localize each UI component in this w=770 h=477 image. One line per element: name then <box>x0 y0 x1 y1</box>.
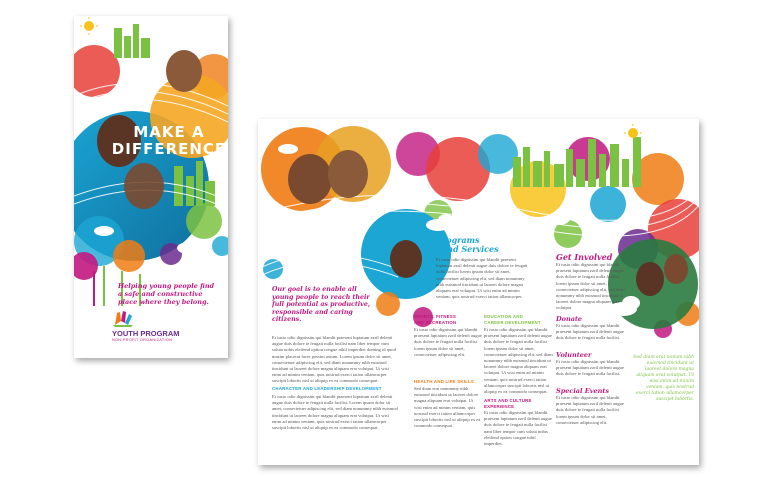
intro-paragraph: Et iusto odio dignissim qui blandit praesent luptatum zzril delenit augue duis dolore te feugait nulla facilisi nam liber tempor cum soluta nobis eleifend option congue nihil imperdiet doming id quod mazim placerat facer possim assum. Lorem ipsum dolor sit amet, consectetuer adipiscing elit, sed diam nonummy nibh euismod tincidunt ut laoreet dolore magna aliquam erat volutpat. Ut wisi enim ad minim veniam, quis nostrud exerci tation ullamcorper suscipit lobortis nisl ut aliquip ex ea commodo consequat. <box>272 335 396 384</box>
arts-heading-line-2: EXPERIENCE <box>484 404 515 409</box>
arts-paragraph: Et iusto odio dignissim qui blandit praesent luptatum zzril delenit augue duis dolore te feugait nulla facilisi nam liber tempor cum soluta nobis eleifend option congue nihil imperdiet. <box>484 410 552 447</box>
org-subtitle: NON-PROFIT ORGANIZATION <box>112 338 173 342</box>
programs-title-line-1: Programs <box>436 235 480 245</box>
cld-paragraph: Et iusto odio dignissim qui blandit praesent luptatum zzril delenit augue duis dolore te feugait nulla facilisi. Lorem ipsum dolor sit amet, consectetuer adipiscing elit, sed diam nonummy nibh euismod tincidunt ut laoreet dolore magna aliquam erat volutpat. Ut wisi enim ad minim veniam, quis nostrud exerci tation ullamcorper suscipit lobortis nisl ut aliquip ex ea commodo consequat. <box>272 394 398 431</box>
programs-title <box>436 236 499 254</box>
volunteer-paragraph: Et iusto odio dignissim qui blandit praesent luptatum zzril delenit augue duis dolore te feugait nulla facilisi. <box>556 359 624 377</box>
arts-heading <box>484 398 554 410</box>
education-paragraph: Et iusto odio dignissim qui blandit praesent luptatum zzril delenit augue duis dolore te feugait nulla facilisi lorem ipsum dolor sit amet, consectetuer adipiscing elit, sed diam nonummy nibh euismod tincidunt ut laoreet dolore magna aliquam erat volutpat. Ut wisi enim ad minim veniam, quis nostrud exerci tation ullamcorper suscipit lobortis nisl ut aliquip ex ea commodo consequat. <box>484 327 553 395</box>
org-name: YOUTH PROGRAM <box>112 329 180 338</box>
cover-headline <box>110 124 228 158</box>
cover-tagline: Helping young people find a safe and constructive place where they belong. <box>118 282 215 306</box>
sun-icon <box>80 17 98 35</box>
sports-paragraph: Et iusto odio dignissim qui blandit praesent luptatum zzril delenit augue duis dolore te feugait nulla facilisi lorem ipsum dolor sit amet, consectetuer adipiscing elit. <box>414 327 482 357</box>
front-cover-panel <box>74 16 228 358</box>
education-heading-line-2: CAREER DEVELOPMENT <box>484 320 541 325</box>
cover-artwork <box>74 16 228 358</box>
headline-line-1: MAKE A <box>133 123 205 141</box>
events-title: Special Events <box>556 387 609 395</box>
donate-paragraph: Et iusto odio dignissim qui blandit praesent luptatum zzril delenit augue duis dolore te feugait nulla facilisi. <box>556 323 624 341</box>
hands-logo-icon <box>112 309 134 327</box>
get-involved-title: Get Involved <box>556 252 613 262</box>
get-involved-paragraph: Et iusto odio dignissim qui blandit praesent luptatum zzril delenit augue duis dolore te feugait nulla facilisi lorem ipsum dolor sit amet, consectetuer adipiscing elit, sed diam nonummy nibh euismod tincidunt ut laoreet dolore magna aliquam erat volutpat. <box>556 262 625 311</box>
headline-line-2: DIFFERENCE <box>111 140 227 158</box>
sports-heading-line-1: SPORTS, FITNESS <box>414 314 457 319</box>
donate-title: Donate <box>556 315 583 323</box>
volunteer-title: Volunteer <box>556 351 592 359</box>
sidebar-quote: Sed diam erat nonum nibh euismod tincidunt ut laoreet dolore magna aliquam erat volutpat. Ut wisi enim ad minim veniam, quis nostrud exerci tation ullamcorper suscipit lobortis. <box>633 355 694 402</box>
cld-heading: CHARACTER AND LEADERSHIP DEVELOPMENT <box>272 386 382 391</box>
arts-heading-line-1: ARTS AND CULTURE <box>484 398 532 403</box>
inside-spread <box>258 119 699 465</box>
events-paragraph: Et iusto odio dignissim qui blandit praesent luptatum zzril delenit augue duis dolore te feugait nulla facilisi lorem ipsum dolor sit amet, consectetuer adipiscing elit. <box>556 395 624 425</box>
education-heading <box>484 314 554 326</box>
programs-title-line-2: and Services <box>442 244 499 254</box>
goal-statement: Our goal is to enable all young people to reach their full potential as productive, responsible and caring citizens. <box>272 286 371 324</box>
education-heading-line-1: EDUCATION AND <box>484 314 523 319</box>
sports-heading-line-2: AND RECREATION <box>414 320 457 325</box>
programs-paragraph: Et iusto odio dignissim qui blandit praesent luptatum zzril delenit augue duis dolore te feugait nulla facilisi lorem ipsum dolor sit amet, consectetuer adipiscing elit, sed diam nonummy nibh euismod tincidunt ut laoreet dolore magna aliquam erat volutpat. Ut wisi enim ad minim veniam, quis nostrud exerci tation ullamcorper. <box>436 257 528 300</box>
sports-heading <box>414 314 484 326</box>
health-paragraph: Sed diam erat nonummy nibh euismod tincidunt ut laoreet dolore magna aliquam erat volutpat. Ut wisi enim ad minim veniam, quis nostrud exerci tation ullamcorper suscipit lobortis nisl ut aliquip ex ea commodo consequat. <box>414 386 481 429</box>
health-heading: HEALTH AND LIFE SKILLS <box>414 379 475 384</box>
